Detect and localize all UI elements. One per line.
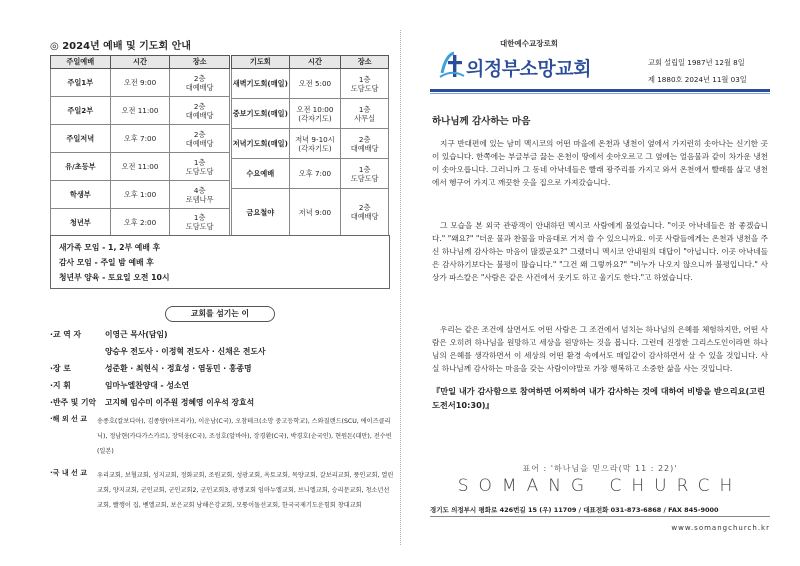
staff-role: ·반주 및 기악 xyxy=(50,398,97,407)
mission-label: ·국 내 선 교 xyxy=(50,469,88,477)
mission-group xyxy=(50,468,395,513)
staff-names: 고지혜 임수미 이주원 정혜영 이우석 장효석 xyxy=(105,398,255,407)
staff-names: 임마누엘찬양대 - 성소연 xyxy=(105,381,189,390)
article-paragraph: 지구 반대편에 있는 남미 멕시코의 어떤 마을에 온천과 냉천이 옆에서 가지런히 솟아나는 신기한 곳이 있습니다. 한쪽에는 부글부글 끓는 온천이 땅에서 솟아오르고 그 옆에는 얼음물과 같이 차가운 냉천이 솟아오릅니다. 그러니까 그 동네 아낙네들은 빨래 광주리를 가지고 와서 온천에서 빨래를 삶고 냉천에서 헹구어 가지고 깨끗한 옷을 집으로 가져갔습니다. xyxy=(432,139,768,187)
footer-rule xyxy=(430,516,770,517)
staff-row xyxy=(50,343,395,360)
schedule-title: ◎ 2024년 예배 및 기도회 안내 xyxy=(50,41,191,52)
schedule-place: 1층 도담도담 xyxy=(170,209,230,236)
table-header-row xyxy=(232,56,389,69)
church-address: 경기도 의정부시 평화로 426번길 15 (우) 11709 / 대표전화 031-873-6868 / FAX 845-9000 xyxy=(430,506,719,514)
denomination: 대한예수교장로회 xyxy=(500,39,558,48)
schedule-name: 청년부 xyxy=(51,209,111,236)
staff-row xyxy=(50,326,395,343)
staff-names: 양승우 전도사 · 이정혁 전도사 · 신채은 전도사 xyxy=(105,347,266,356)
schedule-place: 2층 대예배당 xyxy=(170,125,230,153)
scripture-verse: 『만일 내가 감사함으로 참여하면 어찌하여 내가 감사하는 것에 대하여 비방을 받으리요(고린도전서10:30)』 xyxy=(432,386,766,410)
church-name xyxy=(466,54,591,81)
schedule-time: 오전 11:00 xyxy=(110,153,170,181)
mission-values: 송종호(칼보디아), 김종양(아프리카), 이운남(C국), 오참테크(소망 중고등학교), 스와질랜드(SCU, 에이즈클리닉), 정남현(카다가스카르), 장덕웅(C국), 조성호(알바아), 장경환(C국), 박경호(순국인), 현원돈(대만), 전수빈(일본) xyxy=(97,418,392,455)
schedule-name: 주일저녁 xyxy=(51,125,111,153)
schedule-time: 오후 2:00 xyxy=(110,209,170,236)
church-logo-icon xyxy=(438,49,466,79)
header-rule xyxy=(430,89,770,92)
schedule-time: 오후 7:00 xyxy=(110,125,170,153)
notice-item: 감사 모임 - 주일 밤 예배 후 xyxy=(59,258,154,267)
notice-item: 새가족 모임 - 1, 2부 예배 후 xyxy=(59,243,161,252)
staff-row xyxy=(50,377,395,394)
column-header: 기도회 xyxy=(232,56,290,69)
staff-row xyxy=(50,394,395,411)
staff-names: 성준환 · 최현식 · 정효성 · 염동민 · 홍종명 xyxy=(105,364,252,373)
schedule-place: 2층 대예배당 xyxy=(341,189,389,236)
motto-text: 표어 : '하나님을 믿으라(막 11 : 22)' xyxy=(517,464,684,473)
staff-role: ·장 로 xyxy=(50,364,71,373)
schedule-place: 1층 사무실 xyxy=(341,99,389,129)
schedule-row xyxy=(232,129,389,159)
schedule-place: 4층 로뎀나무 xyxy=(170,181,230,209)
schedule-row xyxy=(51,97,230,125)
schedule-row xyxy=(51,69,230,97)
founded-date: 교회 설립일 1987년 12월 8일 xyxy=(648,58,745,67)
schedule-row xyxy=(232,69,389,99)
schedule-row xyxy=(51,181,230,209)
notice-box xyxy=(50,235,390,289)
article-title: 하나님께 감사하는 마음 xyxy=(432,116,531,127)
column-header: 장소 xyxy=(341,56,389,69)
missions-list xyxy=(50,414,395,522)
column-header: 시간 xyxy=(289,56,341,69)
staff-section-title: 교회를 섬기는 이 xyxy=(165,306,275,322)
schedule-name: 주일1부 xyxy=(51,69,111,97)
mission-label: ·해 외 선 교 xyxy=(50,415,88,423)
schedule-place: 2층 대예배당 xyxy=(341,129,389,159)
schedule-time: 오전 5:00 xyxy=(289,69,341,99)
schedule-time: 오전 10:00 (각자기도) xyxy=(289,99,341,129)
article-paragraph: 그 모습을 본 외국 관광객이 안내하던 멕시코 사람에게 물었습니다. "이곳 아낙네들은 참 좋겠습니다." "왜요?" "더운 물과 찬물을 마음대로 거저 쓸 수 있으니까요. 이곳 사람들에게는 온천과 냉천을 주신 하나님께 감사하는 마음이 많겠군요?" 그랬더니 멕시코 안내원의 대답이 "아닙니다. 이곳 아낙네들은 감사하기보다는 불평이 많습니다." "그건 왜 그렇까요?" "비누가 나오지 않으니까 불평입니다." 사상가 파스칼은 "사람은 같은 사건에서 웃기도 하고 울기도 한다."고 하였습니다. xyxy=(432,221,768,282)
schedule-place: 1층 도담도담 xyxy=(341,69,389,99)
schedule-time: 저녁 9-10시 (각자기도) xyxy=(289,129,341,159)
staff-list xyxy=(50,326,395,411)
schedule-time: 오후 1:00 xyxy=(110,181,170,209)
schedule-row xyxy=(51,209,230,236)
schedule-place: 1층 도담도담 xyxy=(170,153,230,181)
schedule-place: 2층 대예배당 xyxy=(170,97,230,125)
article-paragraph: 우리는 같은 조건에 살면서도 어떤 사람은 그 조건에서 넘치는 하나님의 은혜를 체험하지만, 어떤 사람은 오히려 하나님을 원망하고 세상을 원망하는 것을 봅니다. 그런데 진정한 그리스도인이라면 하나님의 은혜를 생각하면서 이 세상의 어떤 환경 속에서도 매일같이 감사하면서 살 수 있을 것입니다. 사실 하나님께 감사하는 마음을 갖는 사람이야말로 가장 행복하고 소중한 삶을 사는 것입니다. xyxy=(432,325,768,373)
mission-group xyxy=(50,414,395,459)
staff-role: ·지 휘 xyxy=(50,381,71,390)
schedule-time: 저녁 9:00 xyxy=(289,189,341,236)
schedule-row xyxy=(232,99,389,129)
table-header-row xyxy=(51,56,230,69)
church-motto xyxy=(470,463,730,474)
schedule-name: 중보기도회(매일) xyxy=(232,99,290,129)
schedule-name: 유/초등부 xyxy=(51,153,111,181)
schedule-name: 새벽기도회(매일) xyxy=(232,69,290,99)
schedule-row xyxy=(51,153,230,181)
schedule-place: 1층 도담도담 xyxy=(341,159,389,189)
column-header: 장소 xyxy=(170,56,230,69)
worship-schedule-table xyxy=(50,55,230,236)
staff-row xyxy=(50,360,395,377)
schedule-name: 금요철야 xyxy=(232,189,290,236)
issue-info: 제 1880호 2024년 11월 03일 xyxy=(648,75,747,84)
church-name-text: 의정부소망교회 xyxy=(466,58,591,80)
mission-values: 우리교회, 보혈교회, 성지교회, 정화교회, 조원교회, 성광교회, 옥토교회, 목양교회, 갈보리교회, 풍인교회, 열린교회, 양지교회, 군인교회, 군인교회2, 군인교회3, 광명교회 임마누엘교회, 브니엘교회, 승리문교회, 청소년선교회, 빨깽이 집, 벧엘교회, 보은교회 낭해은강교회, 모퉁이돌선교회, 한국국제기도운힘회 창대교회 xyxy=(97,472,394,509)
website-url[interactable]: www.somangchurch.kr xyxy=(671,524,770,532)
schedule-name: 학생부 xyxy=(51,181,111,209)
church-wordmark: SOMANG CHURCH xyxy=(457,476,743,496)
staff-names: 이영근 목사(담임) xyxy=(105,330,168,339)
schedule-row xyxy=(232,189,389,236)
column-header: 주일예배 xyxy=(51,56,111,69)
schedule-place: 2층 대예배당 xyxy=(170,69,230,97)
schedule-time: 오후 7:00 xyxy=(289,159,341,189)
schedule-time: 오전 11:00 xyxy=(110,97,170,125)
schedule-time: 오전 9:00 xyxy=(110,69,170,97)
prayer-schedule-table xyxy=(231,55,389,236)
schedule-row xyxy=(51,125,230,153)
schedule-name: 저녁기도회(매일) xyxy=(232,129,290,159)
staff-role: ·교 역 자 xyxy=(50,330,81,339)
column-header: 시간 xyxy=(110,56,170,69)
header-rule xyxy=(430,93,770,94)
page-divider xyxy=(400,30,401,545)
schedule-row xyxy=(232,159,389,189)
schedule-name: 수요예배 xyxy=(232,159,290,189)
notice-item: 청년부 양육 - 토요일 오전 10시 xyxy=(59,273,170,282)
schedule-name: 주일2부 xyxy=(51,97,111,125)
